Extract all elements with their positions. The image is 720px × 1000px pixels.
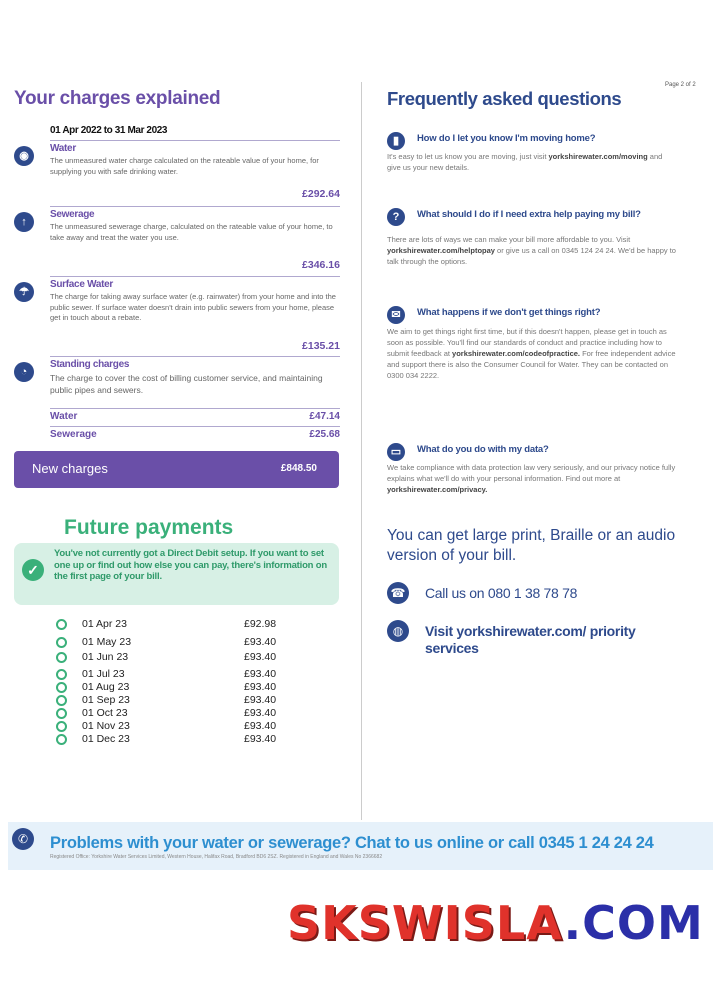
faq-column (387, 88, 687, 656)
payment-date: 01 Jun 23 (82, 651, 129, 663)
payment-row (56, 668, 316, 682)
answer-text: and give us your new details. (387, 152, 663, 172)
circle-icon (56, 619, 67, 630)
payment-date: 01 Sep 23 (82, 694, 130, 706)
circle-icon (56, 695, 67, 706)
answer-text: or give us a call on 0345 124 24 24. We'd be happy to talk through the options. (387, 246, 676, 266)
payment-row (56, 618, 316, 632)
door-icon: ▮ (387, 132, 405, 150)
total-value: £848.50 (280, 463, 317, 474)
standing-label: Water (50, 411, 78, 422)
standing-water-row (50, 408, 340, 422)
payment-amount: £93.40 (244, 707, 277, 719)
payment-row (56, 636, 316, 650)
footer-banner (8, 822, 713, 870)
circle-icon (56, 637, 67, 648)
billing-period: 01 Apr 2022 to 31 Mar 2023 (50, 125, 168, 136)
page-number: Page 2 of 2 (665, 82, 696, 88)
charge-amount: £292.64 (302, 188, 340, 200)
charges-column (14, 88, 340, 745)
direct-debit-notice (14, 543, 339, 605)
accessibility-text: You can get large print, Braille or an audio version of your bill. (387, 527, 676, 564)
watermark-name: SKSWISLA (287, 896, 564, 950)
payment-date: 01 Dec 23 (82, 733, 130, 745)
answer-text: It's easy to let us know you are moving, just visit (387, 152, 549, 161)
payment-amount: £93.40 (244, 681, 277, 693)
faq-answer (387, 234, 677, 267)
charge-description: The unmeasured water charge calculated on the rateable value of your home, for supplying you with safe drinking water. (50, 156, 319, 176)
payment-amount: £93.40 (244, 720, 277, 732)
moving-link[interactable]: yorkshirewater.com/moving (548, 152, 648, 161)
faq-question: What happens if we don't get things right? (417, 307, 601, 318)
payment-amount: £93.40 (244, 733, 277, 745)
payment-date: 01 Aug 23 (82, 681, 130, 693)
payment-amount: £92.98 (244, 618, 277, 630)
charge-description: The unmeasured sewerage charge, calculated on the rateable value of your home, to take away and treat the water you use. (50, 222, 333, 242)
payment-date: 01 Jul 23 (82, 668, 125, 680)
answer-text: We aim to get things right first time, but if this doesn't happen, please get in touch as soon as possible. You'll find our standards of conduct and practice including how to submit feedback at (387, 327, 667, 358)
faq-answer (387, 462, 677, 495)
payment-amount: £93.40 (244, 694, 277, 706)
web-text: Visit yorkshirewater.com/ priority services (425, 623, 636, 656)
faq-heading: Frequently asked questions (387, 88, 622, 109)
answer-text: For free independent advice and support there is also the Consumer Council for Water. They can be contacted on 0300 034 2222. (387, 349, 676, 380)
chat-icon: ✆ (12, 828, 34, 850)
watermark-domain: .COM (563, 896, 704, 950)
payment-date: 01 Nov 23 (82, 720, 130, 732)
payment-row (56, 733, 316, 747)
payment-date: 01 Oct 23 (82, 707, 128, 719)
payment-row (56, 694, 316, 708)
standing-sewerage-row (50, 426, 340, 440)
charge-title: Surface Water (50, 276, 340, 290)
payment-date: 01 Apr 23 (82, 618, 127, 630)
charges-heading: Your charges explained (14, 88, 221, 109)
helptopay-link[interactable]: yorkshirewater.com/helptopay (387, 246, 495, 255)
payment-amount: £93.40 (244, 651, 277, 663)
faq-question: How do I let you know I'm moving home? (417, 133, 596, 144)
new-charges-total (14, 451, 339, 488)
chat-icon: ✉ (387, 306, 405, 324)
total-label: New charges (32, 461, 108, 476)
circle-icon (56, 734, 67, 745)
faq-answer (387, 151, 677, 173)
charge-description: The charge to cover the cost of billing customer service, and maintaining public pipes and sewers. (50, 373, 323, 395)
charge-title: Standing charges (50, 356, 340, 370)
payment-date: 01 May 23 (82, 636, 132, 648)
phone-icon: ☎ (387, 582, 409, 604)
payment-row (56, 681, 316, 695)
sewerage-icon: ↑ (14, 212, 34, 232)
standing-value: £47.14 (309, 411, 340, 422)
watermark (287, 896, 704, 950)
circle-icon (56, 652, 67, 663)
globe-icon: ◍ (387, 620, 409, 642)
data-icon: ▭ (387, 443, 405, 461)
payment-amount: £93.40 (244, 668, 277, 680)
check-icon: ✓ (22, 559, 44, 581)
rain-icon: ☂ (14, 282, 34, 302)
faq-answer (387, 326, 677, 381)
faq-question: What do you do with my data? (417, 444, 549, 455)
direct-debit-text: You've not currently got a Direct Debit setup. If you want to set one up or find out how else you can pay, there's information on the first page of your bill. (54, 548, 327, 582)
charge-title: Sewerage (50, 206, 340, 220)
column-divider (361, 82, 362, 820)
standing-label: Sewerage (50, 429, 97, 440)
charge-description: The charge for taking away surface water (e.g. rainwater) from your home and into the public sewer. If surface water doesn't drain into public sewers from your home, please get in touch about a rebate. (50, 292, 336, 322)
codeofpractice-link[interactable]: yorkshirewater.com/codeofpractice. (452, 349, 581, 358)
pipe-icon: ◔ (14, 362, 34, 382)
circle-icon (56, 708, 67, 719)
payment-row (56, 651, 316, 665)
payment-row (56, 720, 316, 734)
payment-amount: £93.40 (244, 636, 277, 648)
charge-title: Water (50, 140, 340, 154)
circle-icon (56, 669, 67, 680)
circle-icon (56, 721, 67, 732)
faq-question: What should I do if I need extra help paying my bill? (417, 209, 641, 220)
registered-office: Registered Office: Yorkshire Water Services Limited, Western House, Halifax Road, Bradford BD6 2SZ. Registered in England and Wales No 2366682 (50, 854, 383, 860)
answer-text: There are lots of ways we can make your bill more affordable to you. Visit (387, 235, 631, 244)
circle-icon (56, 682, 67, 693)
question-icon: ? (387, 208, 405, 226)
future-payments-heading: Future payments (64, 516, 234, 539)
footer-message: Problems with your water or sewerage? Chat to us online or call 0345 1 24 24 24 (50, 834, 654, 852)
payment-row (56, 707, 316, 721)
charge-amount: £135.21 (302, 340, 340, 352)
tap-icon: ◉ (14, 146, 34, 166)
standing-value: £25.68 (309, 429, 340, 440)
charge-amount: £346.16 (302, 259, 340, 271)
answer-text: We take compliance with data protection law very seriously, and our privacy notice fully explains what we'll do with your personal information. Find out more at (387, 463, 676, 483)
phone-text: Call us on 080 1 38 78 78 (425, 585, 578, 601)
privacy-link[interactable]: yorkshirewater.com/privacy. (387, 485, 488, 494)
